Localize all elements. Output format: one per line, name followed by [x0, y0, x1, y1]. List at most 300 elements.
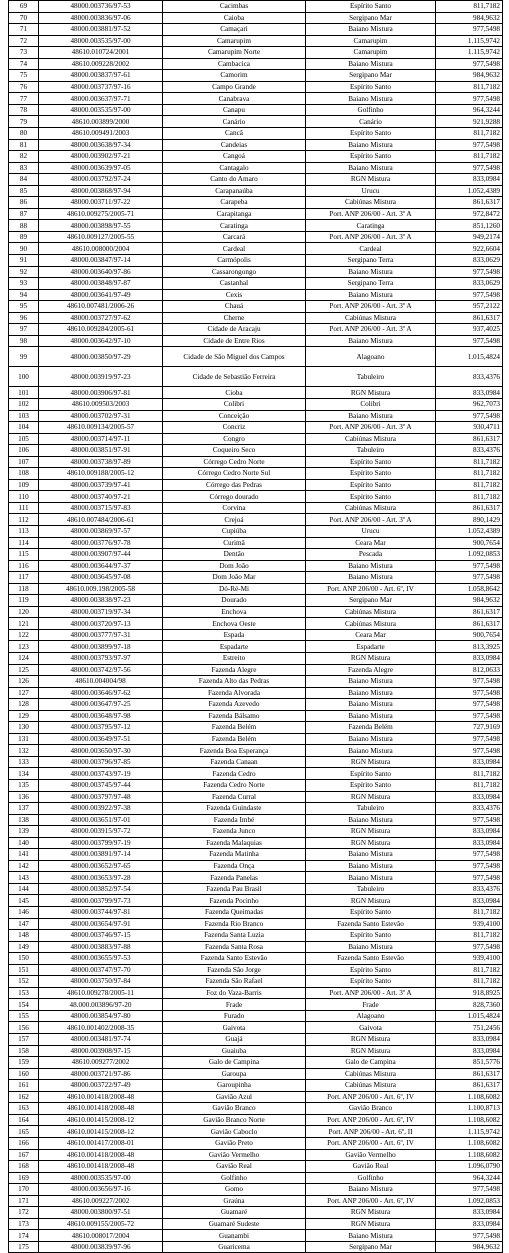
table-row — [9, 803, 503, 815]
row-number-cell: 100 — [9, 367, 39, 387]
row-number-cell: 146 — [9, 907, 39, 919]
field-name-cell: Castanhal — [163, 278, 306, 290]
row-number-cell: 98 — [9, 335, 39, 347]
reference-stream-cell: Ceara Mar — [306, 629, 436, 641]
process-number-cell: 48000.003720/97-13 — [39, 618, 163, 630]
reference-stream-cell: Baiano Mistura — [306, 24, 436, 36]
process-number-cell: 48000.003922/97-38 — [39, 803, 163, 815]
table-row — [9, 1010, 503, 1022]
field-name-cell: Fazenda Pocinho — [163, 895, 306, 907]
price-value-cell: 811,7182 — [436, 128, 503, 140]
price-value-cell: 922,6604 — [436, 243, 503, 255]
process-number-cell: 48000.003799/97-73 — [39, 895, 163, 907]
reference-stream-cell: Gavião Real — [306, 1161, 436, 1173]
row-number-cell: 72 — [9, 35, 39, 47]
price-value-cell: 939,4100 — [436, 953, 503, 965]
process-number-cell: 48610.001418/2008-48 — [39, 1161, 163, 1173]
row-number-cell: 162 — [9, 1091, 39, 1103]
price-value-cell: 977,5498 — [436, 560, 503, 572]
table-row — [9, 433, 503, 445]
row-number-cell: 157 — [9, 1034, 39, 1046]
field-name-cell: Foz do Vaza-Barris — [163, 987, 306, 999]
table-row — [9, 1126, 503, 1138]
reference-stream-cell: Gavião Branco — [306, 1103, 436, 1115]
row-number-cell: 175 — [9, 1241, 39, 1253]
row-number-cell: 164 — [9, 1114, 39, 1126]
row-number-cell: 69 — [9, 1, 39, 13]
row-number-cell: 105 — [9, 433, 39, 445]
row-number-cell: 152 — [9, 976, 39, 988]
price-value-cell: 1.096,0790 — [436, 1161, 503, 1173]
process-number-cell: 48000.003738/97-89 — [39, 456, 163, 468]
field-name-cell: Carapitanga — [163, 208, 306, 220]
row-number-cell: 121 — [9, 618, 39, 630]
price-value-cell: 1.108,6082 — [436, 1149, 503, 1161]
row-number-cell: 86 — [9, 197, 39, 209]
table-row — [9, 1034, 503, 1046]
field-name-cell: Colibri — [163, 398, 306, 410]
price-value-cell: 833,0984 — [436, 1034, 503, 1046]
row-number-cell: 120 — [9, 606, 39, 618]
table-row — [9, 895, 503, 907]
process-number-cell: 48000.003906/97-81 — [39, 387, 163, 399]
row-number-cell: 151 — [9, 964, 39, 976]
field-name-cell: Fazenda Canaan — [163, 756, 306, 768]
process-number-cell: 48000.003796/97-85 — [39, 756, 163, 768]
row-number-cell: 117 — [9, 572, 39, 584]
field-name-cell: Córrego das Pedras — [163, 479, 306, 491]
reference-stream-cell: Baiano Mistura — [306, 676, 436, 688]
row-number-cell: 155 — [9, 1010, 39, 1022]
price-value-cell: 984,9632 — [436, 70, 503, 82]
price-value-cell: 977,5498 — [436, 872, 503, 884]
reference-stream-cell: Sergipano Terra — [306, 255, 436, 267]
reference-stream-cell: Espírito Santo — [306, 976, 436, 988]
row-number-cell: 142 — [9, 860, 39, 872]
row-number-cell: 160 — [9, 1068, 39, 1080]
reference-stream-cell: Colibri — [306, 398, 436, 410]
table-row — [9, 367, 503, 387]
field-name-cell: Chauá — [163, 301, 306, 313]
field-name-cell: Gavião Branco — [163, 1103, 306, 1115]
table-row — [9, 572, 503, 584]
process-number-cell: 48000.003868/97-94 — [39, 185, 163, 197]
price-value-cell: 833,0984 — [436, 1045, 503, 1057]
row-number-cell: 82 — [9, 151, 39, 163]
price-value-cell: 833,0629 — [436, 255, 503, 267]
table-row — [9, 595, 503, 607]
row-number-cell: 116 — [9, 560, 39, 572]
price-value-cell: 984,9632 — [436, 12, 503, 24]
row-number-cell: 156 — [9, 1022, 39, 1034]
row-number-cell: 104 — [9, 422, 39, 434]
process-number-cell: 48000.003727/97-62 — [39, 312, 163, 324]
field-name-cell: Fazenda São Jorge — [163, 964, 306, 976]
table-row — [9, 1022, 503, 1034]
process-number-cell: 48000.003750/97-84 — [39, 976, 163, 988]
price-value-cell: 962,7073 — [436, 398, 503, 410]
reference-stream-cell: Espírito Santo — [306, 151, 436, 163]
process-number-cell: 48610.001402/2008-35 — [39, 1022, 163, 1034]
price-value-cell: 833,4376 — [436, 367, 503, 387]
process-number-cell: 48000.003739/97-41 — [39, 479, 163, 491]
reference-stream-cell: Baiano Mistura — [306, 93, 436, 105]
process-number-cell: 48610.008000/2004 — [39, 243, 163, 255]
reference-stream-cell: Fazenda Santo Estevão — [306, 918, 436, 930]
table-row — [9, 768, 503, 780]
price-value-cell: 890,1429 — [436, 514, 503, 526]
row-number-cell: 95 — [9, 301, 39, 313]
reference-stream-cell: Alagoano — [306, 347, 436, 367]
reference-stream-cell: Port. ANP 206/00 - Art. 3º A — [306, 208, 436, 220]
reference-stream-cell: RGN Mistura — [306, 387, 436, 399]
price-value-cell: 727,9169 — [436, 722, 503, 734]
process-number-cell: 48000.003742/97-56 — [39, 664, 163, 676]
field-name-cell: Fazenda Belém — [163, 733, 306, 745]
price-value-cell: 977,5498 — [436, 699, 503, 711]
process-number-cell: 48000.003850/97-29 — [39, 347, 163, 367]
price-value-cell: 984,9632 — [436, 1241, 503, 1253]
price-value-cell: 977,5498 — [436, 139, 503, 151]
price-value-cell: 811,7182 — [436, 780, 503, 792]
process-number-cell: 48000.003836/97-06 — [39, 12, 163, 24]
price-value-cell: 811,7182 — [436, 930, 503, 942]
table-row — [9, 104, 503, 116]
field-name-cell: Espada — [163, 629, 306, 641]
field-name-cell: Fazenda Alegre — [163, 664, 306, 676]
price-value-cell: 977,5498 — [436, 687, 503, 699]
row-number-cell: 154 — [9, 999, 39, 1011]
process-number-cell: 48610.009284/2005-61 — [39, 324, 163, 336]
price-value-cell: 977,5498 — [436, 733, 503, 745]
field-name-cell: Cacimbas — [163, 1, 306, 13]
field-name-cell: Fazenda Malaquias — [163, 837, 306, 849]
process-number-cell: 48610.001418/2008-48 — [39, 1149, 163, 1161]
process-number-cell: 48000.003651/97-01 — [39, 814, 163, 826]
reference-stream-cell: Baiano Mistura — [306, 814, 436, 826]
reference-stream-cell: RGN Mistura — [306, 1207, 436, 1219]
field-name-cell: Fazenda Santa Rosa — [163, 941, 306, 953]
reference-stream-cell: Baiano Mistura — [306, 1230, 436, 1242]
process-number-cell: 48000.003535/97-00 — [39, 1172, 163, 1184]
table-row — [9, 837, 503, 849]
table-row — [9, 81, 503, 93]
table-row — [9, 560, 503, 572]
price-value-cell: 833,0984 — [436, 174, 503, 186]
process-number-cell: 48610.009155/2005-72 — [39, 1218, 163, 1230]
price-value-cell: 1.052,4389 — [436, 185, 503, 197]
reference-stream-cell: Espírito Santo — [306, 964, 436, 976]
table-row — [9, 722, 503, 734]
process-number-cell: 48000.003797/97-48 — [39, 791, 163, 803]
process-number-cell: 48610.009491/2003 — [39, 128, 163, 140]
field-name-cell: Córrego Cedro Norte — [163, 456, 306, 468]
process-number-cell: 48000.003899/97-18 — [39, 641, 163, 653]
table-row — [9, 710, 503, 722]
price-value-cell: 811,7182 — [436, 964, 503, 976]
table-row — [9, 652, 503, 664]
reference-stream-cell: Golfinho — [306, 104, 436, 116]
row-number-cell: 140 — [9, 837, 39, 849]
reference-stream-cell: Espírito Santo — [306, 81, 436, 93]
price-value-cell: 1.100,8713 — [436, 1103, 503, 1115]
table-row — [9, 231, 503, 243]
row-number-cell: 125 — [9, 664, 39, 676]
table-row — [9, 537, 503, 549]
table-row — [9, 849, 503, 861]
process-number-cell: 48000.003851/97-91 — [39, 445, 163, 457]
field-name-cell: Camarupim — [163, 35, 306, 47]
row-number-cell: 136 — [9, 791, 39, 803]
reference-stream-cell: Espírito Santo — [306, 1, 436, 13]
table-row — [9, 255, 503, 267]
row-number-cell: 87 — [9, 208, 39, 220]
process-number-cell: 48000.003881/97-52 — [39, 24, 163, 36]
row-number-cell: 161 — [9, 1080, 39, 1092]
reference-stream-cell: RGN Mistura — [306, 826, 436, 838]
row-number-cell: 99 — [9, 347, 39, 367]
row-number-cell: 168 — [9, 1161, 39, 1173]
table-row — [9, 618, 503, 630]
field-name-cell: Dó-Ré-Mi — [163, 583, 306, 595]
price-value-cell: 811,7182 — [436, 81, 503, 93]
field-name-cell: Cidade de Aracaju — [163, 324, 306, 336]
table-row — [9, 422, 503, 434]
row-number-cell: 74 — [9, 58, 39, 70]
reference-stream-cell: Espírito Santo — [306, 768, 436, 780]
table-row — [9, 1230, 503, 1242]
row-number-cell: 133 — [9, 756, 39, 768]
price-value-cell: 977,5498 — [436, 266, 503, 278]
process-number-cell: 48000.003747/97-70 — [39, 964, 163, 976]
field-name-cell: Congro — [163, 433, 306, 445]
reference-stream-cell: RGN Mistura — [306, 895, 436, 907]
field-name-cell: Estreito — [163, 652, 306, 664]
data-table — [8, 0, 503, 1253]
table-row — [9, 976, 503, 988]
price-value-cell: 1.115,9742 — [436, 35, 503, 47]
process-number-cell: 48000.003743/97-19 — [39, 768, 163, 780]
field-name-cell: Campo Grande — [163, 81, 306, 93]
row-number-cell: 128 — [9, 699, 39, 711]
reference-stream-cell: Port. ANP 206/00 - Art. 3º A — [306, 987, 436, 999]
reference-stream-cell: Port. ANP 206/00 - Art. 3º A — [306, 422, 436, 434]
price-value-cell: 937,4025 — [436, 324, 503, 336]
row-number-cell: 126 — [9, 676, 39, 688]
row-number-cell: 92 — [9, 266, 39, 278]
table-row — [9, 930, 503, 942]
field-name-cell: Camaçari — [163, 24, 306, 36]
price-value-cell: 1.092,0853 — [436, 1195, 503, 1207]
table-row — [9, 699, 503, 711]
table-row — [9, 289, 503, 301]
price-value-cell: 921,9288 — [436, 116, 503, 128]
row-number-cell: 123 — [9, 641, 39, 653]
price-value-cell: 1.108,6082 — [436, 1091, 503, 1103]
process-number-cell: 48610.004004/98 — [39, 676, 163, 688]
price-value-cell: 811,7182 — [436, 768, 503, 780]
row-number-cell: 147 — [9, 918, 39, 930]
process-number-cell: 48610.001418/2008-48 — [39, 1091, 163, 1103]
process-number-cell: 48000.003641/97-49 — [39, 289, 163, 301]
reference-stream-cell: Baiano Mistura — [306, 733, 436, 745]
process-number-cell: 48000.003800/97-51 — [39, 1207, 163, 1219]
process-number-cell: 48000.003652/97-65 — [39, 860, 163, 872]
row-number-cell: 71 — [9, 24, 39, 36]
field-name-cell: Enchova Oeste — [163, 618, 306, 630]
table-row — [9, 826, 503, 838]
table-row — [9, 387, 503, 399]
field-name-cell: Canto do Amaro — [163, 174, 306, 186]
row-number-cell: 102 — [9, 398, 39, 410]
table-row — [9, 583, 503, 595]
process-number-cell: 48610.009275/2005-71 — [39, 208, 163, 220]
field-name-cell: Fazenda Pau Brasil — [163, 883, 306, 895]
field-name-cell: Fazenda Bálsamo — [163, 710, 306, 722]
reference-stream-cell: Alagoano — [306, 1010, 436, 1022]
row-number-cell: 70 — [9, 12, 39, 24]
reference-stream-cell: Gaivota — [306, 1022, 436, 1034]
field-name-cell: Fazenda Santa Luzia — [163, 930, 306, 942]
row-number-cell: 130 — [9, 722, 39, 734]
reference-stream-cell: Camarupim — [306, 35, 436, 47]
price-value-cell: 861,6317 — [436, 197, 503, 209]
row-number-cell: 119 — [9, 595, 39, 607]
row-number-cell: 111 — [9, 502, 39, 514]
process-number-cell: 48000.003721/97-86 — [39, 1068, 163, 1080]
process-number-cell: 48000.003654/97-91 — [39, 918, 163, 930]
row-number-cell: 81 — [9, 139, 39, 151]
table-row — [9, 641, 503, 653]
price-value-cell: 1.108,6082 — [436, 1137, 503, 1149]
process-number-cell: 48610.001415/2008-12 — [39, 1114, 163, 1126]
process-number-cell: 48000.003640/97-86 — [39, 266, 163, 278]
row-number-cell: 73 — [9, 47, 39, 59]
field-name-cell: Cangoá — [163, 151, 306, 163]
price-value-cell: 939,4100 — [436, 918, 503, 930]
process-number-cell: 48610.001417/2008-01 — [39, 1137, 163, 1149]
row-number-cell: 137 — [9, 803, 39, 815]
field-name-cell: Carapeba — [163, 197, 306, 209]
process-number-cell: 48000.003847/97-14 — [39, 255, 163, 267]
field-name-cell: Fazenda Rio Branco — [163, 918, 306, 930]
price-value-cell: 833,0984 — [436, 1218, 503, 1230]
table-row — [9, 733, 503, 745]
reference-stream-cell: Port. ANP 206/00 - Art. 3º A — [306, 514, 436, 526]
row-number-cell: 101 — [9, 387, 39, 399]
table-row — [9, 1114, 503, 1126]
table-body — [9, 1, 503, 1253]
row-number-cell: 148 — [9, 930, 39, 942]
reference-stream-cell: Baiano Mistura — [306, 560, 436, 572]
process-number-cell: 48000.003777/97-31 — [39, 629, 163, 641]
process-number-cell: 48000.003799/97-19 — [39, 837, 163, 849]
table-row — [9, 312, 503, 324]
table-row — [9, 860, 503, 872]
table-row — [9, 745, 503, 757]
reference-stream-cell: RGN Mistura — [306, 756, 436, 768]
field-name-cell: Cantagalo — [163, 162, 306, 174]
price-value-cell: 833,0629 — [436, 278, 503, 290]
reference-stream-cell: Cabiúnas Mistura — [306, 618, 436, 630]
reference-stream-cell: Port. ANP 206/00 - Art. 3º A — [306, 324, 436, 336]
table-row — [9, 93, 503, 105]
table-row — [9, 791, 503, 803]
price-value-cell: 977,5498 — [436, 1230, 503, 1242]
reference-stream-cell: Baiano Mistura — [306, 710, 436, 722]
reference-stream-cell: Fazenda Belém — [306, 722, 436, 734]
row-number-cell: 129 — [9, 710, 39, 722]
field-name-cell: Guanambi — [163, 1230, 306, 1242]
field-name-cell: Cioba — [163, 387, 306, 399]
price-value-cell: 833,0984 — [436, 826, 503, 838]
process-number-cell: 48610.001415/2008-12 — [39, 1126, 163, 1138]
process-number-cell: 48000.003642/97-10 — [39, 335, 163, 347]
field-name-cell: Galo de Campina — [163, 1057, 306, 1069]
row-number-cell: 139 — [9, 826, 39, 838]
process-number-cell: 48000.003736/97-53 — [39, 1, 163, 13]
field-name-cell: Canário — [163, 116, 306, 128]
table-row — [9, 185, 503, 197]
table-row — [9, 1241, 503, 1253]
table-row — [9, 907, 503, 919]
table-row — [9, 1161, 503, 1173]
reference-stream-cell: Urucu — [306, 185, 436, 197]
price-value-cell: 833,4376 — [436, 883, 503, 895]
row-number-cell: 108 — [9, 468, 39, 480]
reference-stream-cell: Baiano Mistura — [306, 335, 436, 347]
process-number-cell: 48610.007484/2006-61 — [39, 514, 163, 526]
reference-stream-cell: Espadarte — [306, 641, 436, 653]
process-number-cell: 48000.003645/97-08 — [39, 572, 163, 584]
table-row — [9, 491, 503, 503]
price-value-cell: 811,7182 — [436, 479, 503, 491]
row-number-cell: 93 — [9, 278, 39, 290]
price-value-cell: 833,4376 — [436, 803, 503, 815]
reference-stream-cell: Baiano Mistura — [306, 860, 436, 872]
reference-stream-cell: Port. ANP 206/00 - Art. 6º, IV — [306, 1114, 436, 1126]
process-number-cell: 48000.003644/97-37 — [39, 560, 163, 572]
table-row — [9, 445, 503, 457]
row-number-cell: 171 — [9, 1195, 39, 1207]
row-number-cell: 172 — [9, 1207, 39, 1219]
table-row — [9, 1103, 503, 1115]
field-name-cell: Guamaré — [163, 1207, 306, 1219]
table-row — [9, 174, 503, 186]
table-row — [9, 549, 503, 561]
table-row — [9, 47, 503, 59]
table-row — [9, 12, 503, 24]
table-row — [9, 301, 503, 313]
reference-stream-cell: Urucu — [306, 525, 436, 537]
field-name-cell: Fazenda Imbé — [163, 814, 306, 826]
reference-stream-cell: Port. ANP 206/00 - Art. 3º A — [306, 301, 436, 313]
field-name-cell: Cassarongongo — [163, 266, 306, 278]
price-value-cell: 833,0984 — [436, 1207, 503, 1219]
process-number-cell: 48000.003792/97-24 — [39, 174, 163, 186]
reference-stream-cell: Sergipano Mar — [306, 595, 436, 607]
price-value-cell: 1.015,4824 — [436, 1010, 503, 1022]
reference-stream-cell: Port. ANP 206/00 - Art. 6º, IV — [306, 1195, 436, 1207]
process-number-cell: 48000.003793/97-97 — [39, 652, 163, 664]
field-name-cell: Cardeal — [163, 243, 306, 255]
process-number-cell: 48610.010724/2001 — [39, 47, 163, 59]
process-number-cell: 48000.003656/97-16 — [39, 1184, 163, 1196]
row-number-cell: 122 — [9, 629, 39, 641]
reference-stream-cell: Baiano Mistura — [306, 941, 436, 953]
reference-stream-cell: Espírito Santo — [306, 128, 436, 140]
row-number-cell: 96 — [9, 312, 39, 324]
